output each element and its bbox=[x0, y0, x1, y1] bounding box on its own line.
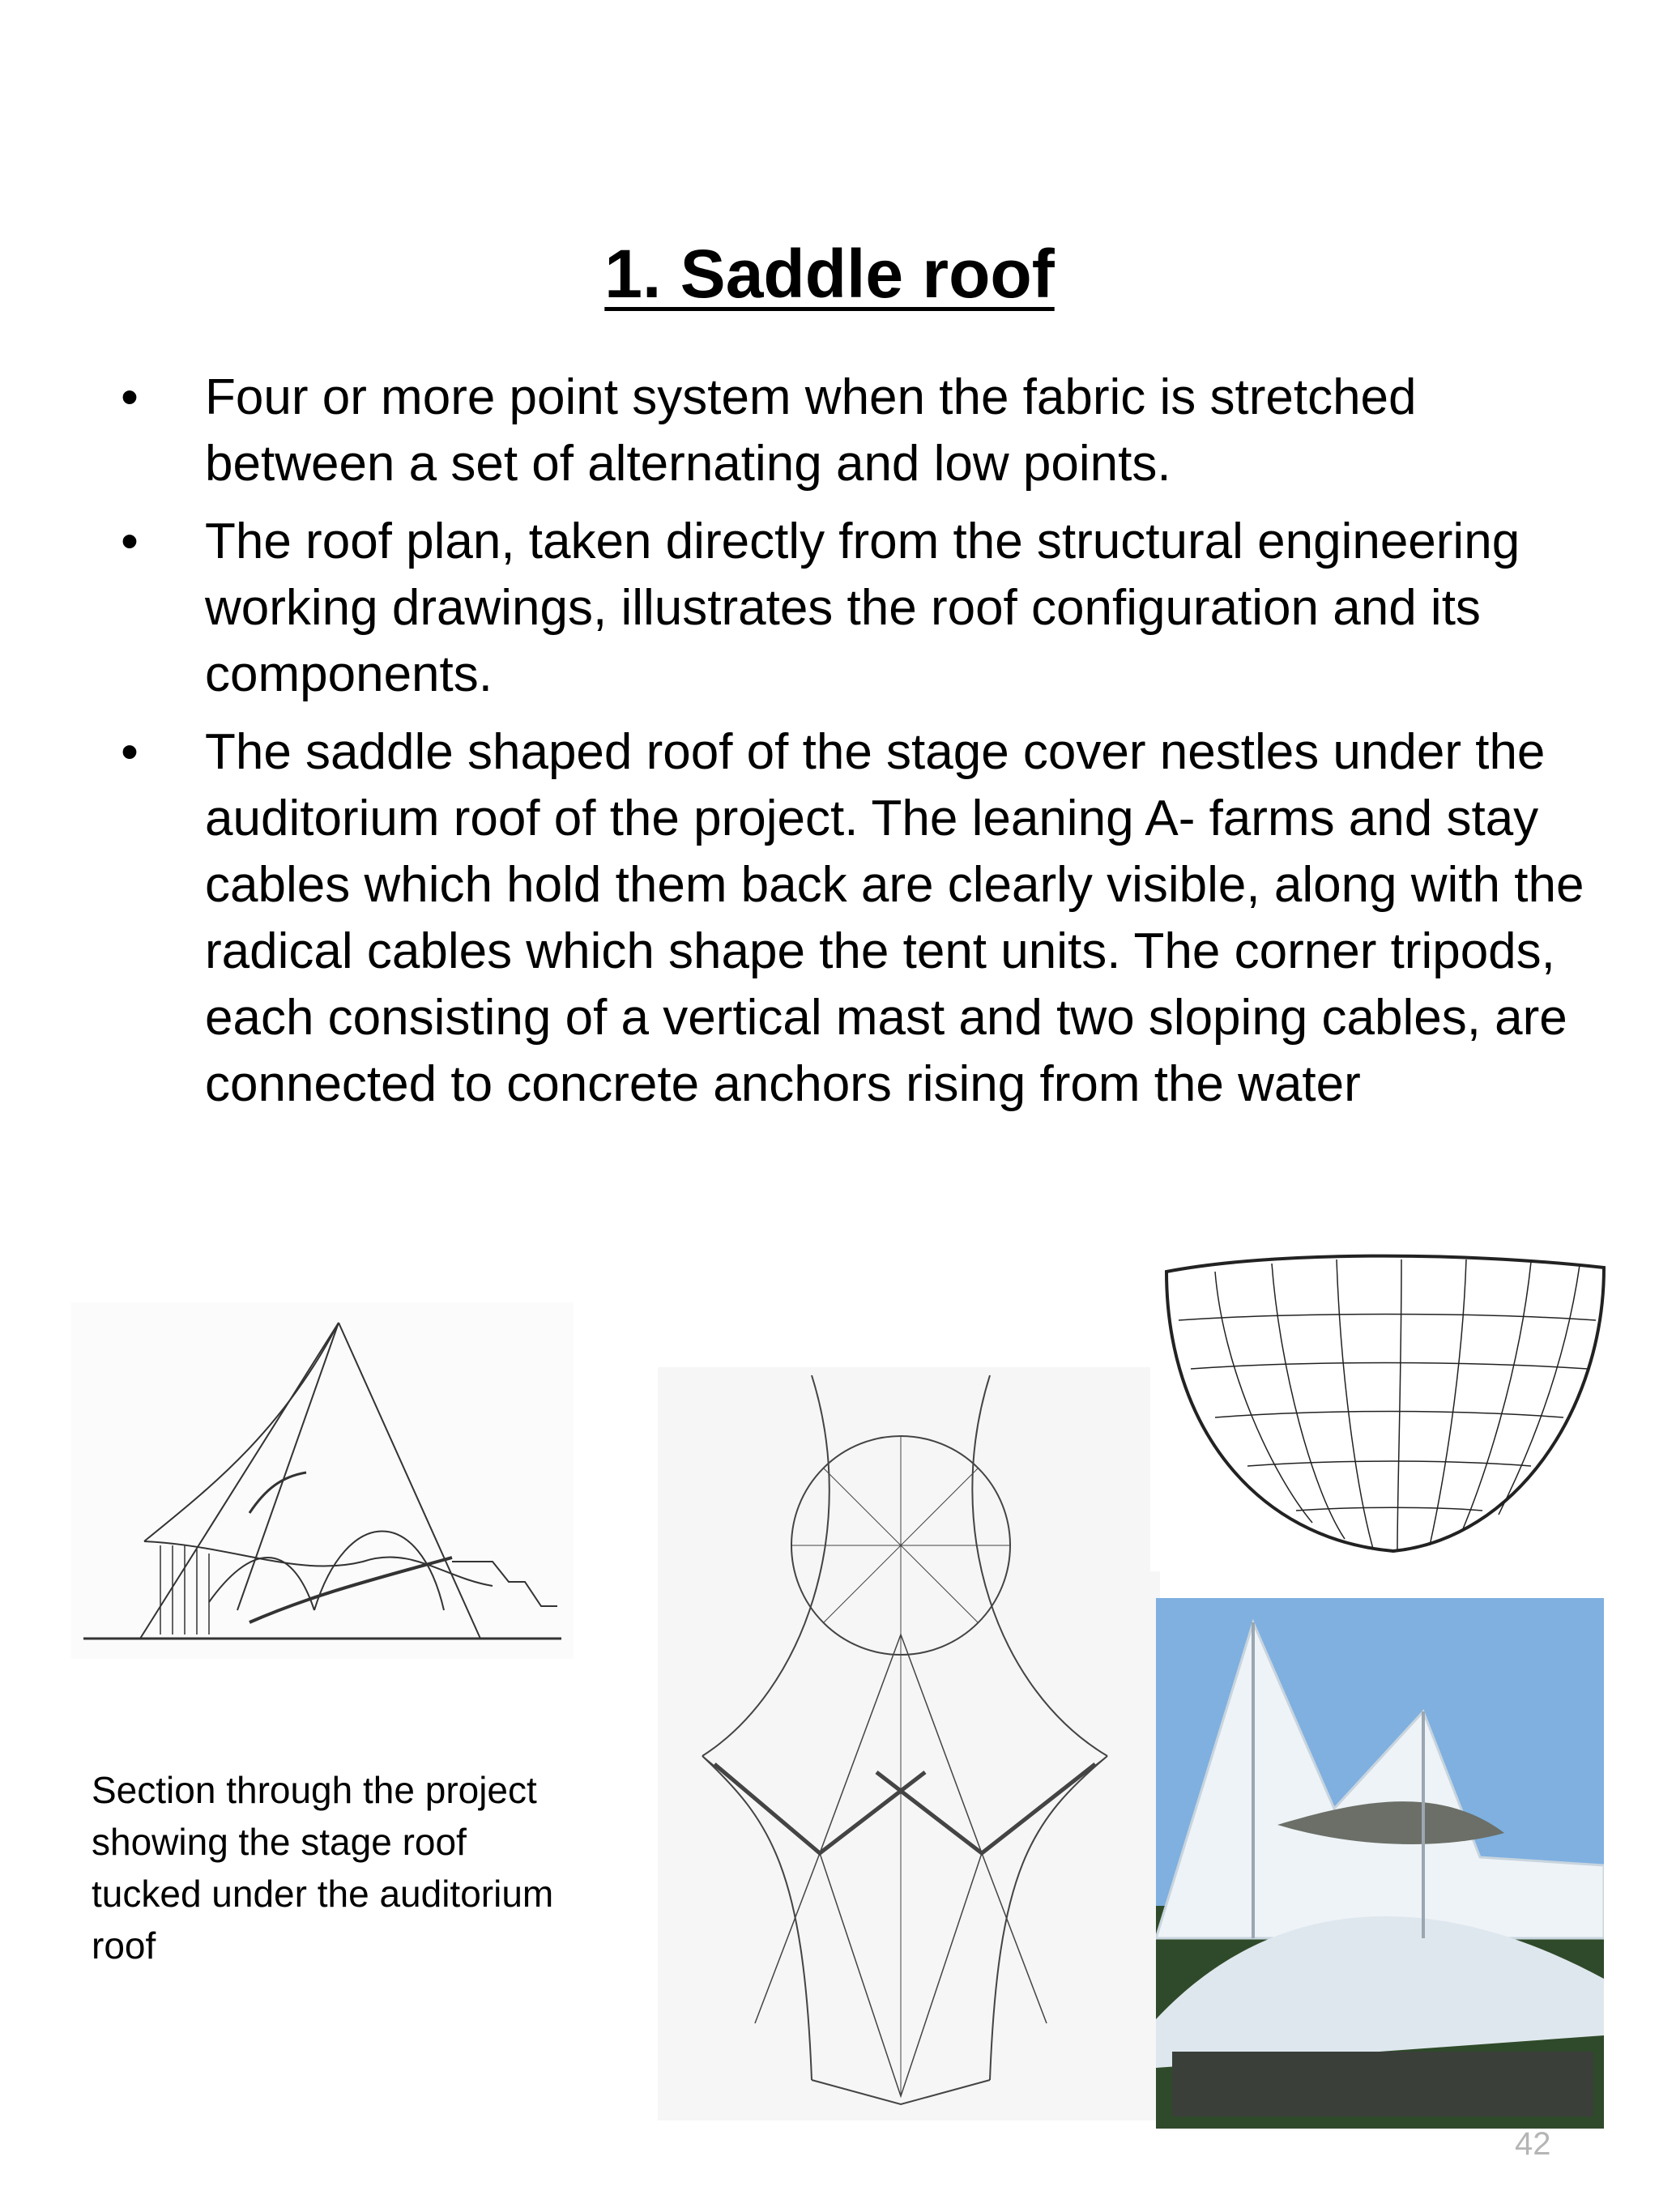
page-number: 42 bbox=[1515, 2126, 1551, 2162]
tent-photo-image bbox=[1156, 1598, 1604, 2129]
bullet-marker: • bbox=[121, 724, 139, 780]
bullet-item bbox=[113, 509, 1596, 708]
bullet-list bbox=[113, 364, 1596, 1129]
bullet-item bbox=[113, 719, 1596, 1118]
bullet-item bbox=[113, 364, 1596, 497]
bullet-text: The roof plan, taken directly from the structural engineering working drawings, illustrates the roof configuration and its components. bbox=[205, 514, 1520, 702]
bullet-text: The saddle shaped roof of the stage cover nestles under the auditorium roof of the project. The leaning A- farms and stay cables which hold them back are clearly visible, along with the radical cables which shape the tent units. The corner tripods, each consisting of a vertical mast and two sloping cables, are connected to concrete anchors rising from the water bbox=[205, 724, 1584, 1112]
roof-plan-image bbox=[658, 1367, 1160, 2120]
section-drawing-image bbox=[71, 1302, 574, 1659]
bullet-marker: • bbox=[121, 369, 139, 425]
figure-caption: Section through the project showing the stage roof tucked under the auditorium roof bbox=[92, 1769, 554, 1967]
saddle-mesh-image bbox=[1150, 1247, 1620, 1571]
bullet-marker: • bbox=[121, 514, 139, 569]
bullet-text: Four or more point system when the fabric is stretched between a set of alternating and low points. bbox=[205, 369, 1417, 492]
slide-title: 1. Saddle roof bbox=[604, 236, 1055, 312]
